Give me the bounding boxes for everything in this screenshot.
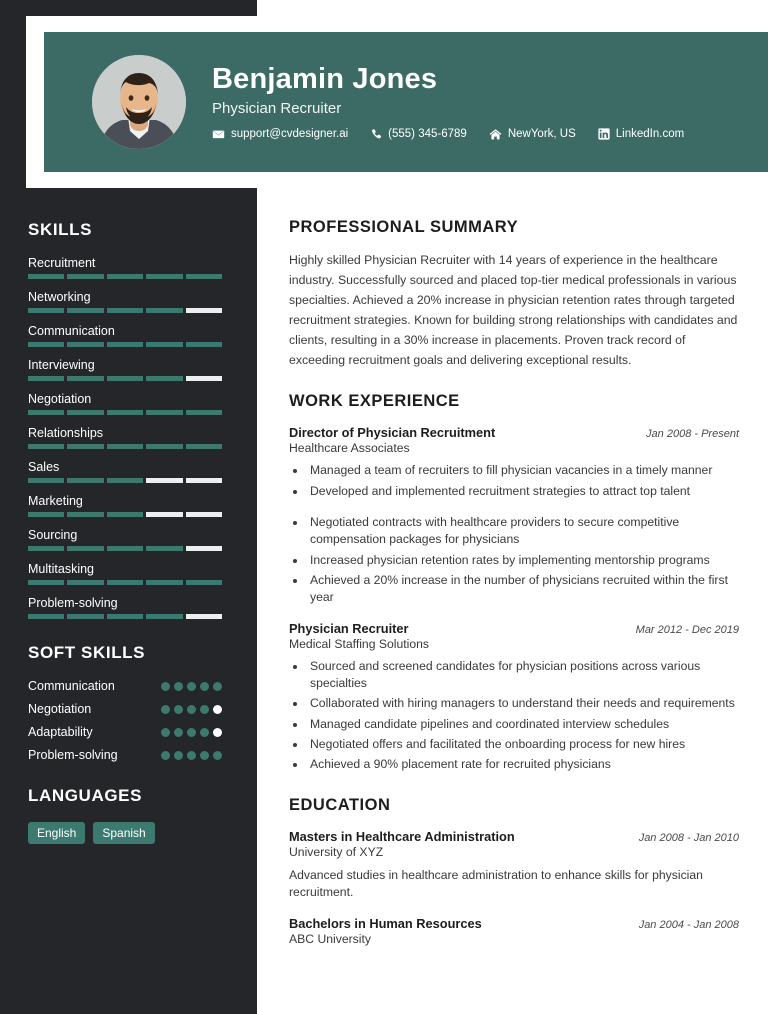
skill-row [28, 562, 229, 585]
skill-bar-segment [28, 342, 64, 347]
contact-email-text: support@cvdesigner.ai [231, 128, 349, 141]
education-entry-date: Jan 2004 - Jan 2008 [638, 919, 739, 932]
skill-bar-segment [186, 342, 222, 347]
contact-location-text: NewYork, US [507, 128, 576, 141]
skill-bar-segment [107, 512, 143, 517]
rating-dot [174, 705, 183, 714]
list-item: • Managed candidate pipelines and coordinated interview schedules [307, 716, 739, 733]
language-tag: English [28, 822, 85, 844]
soft-skills-list [28, 679, 229, 762]
rating-dot [213, 751, 222, 760]
education-entry [289, 829, 739, 902]
skill-label: Negotiation [28, 392, 92, 406]
skill-level-bar [28, 274, 222, 279]
skill-level-bar [28, 342, 222, 347]
skill-row [28, 426, 229, 449]
education-entry-date: Jan 2008 - Jan 2010 [638, 831, 739, 844]
rating-dot [213, 682, 222, 691]
skill-bar-segment [186, 410, 222, 415]
rating-dot [161, 728, 170, 737]
work-entry-organization: Healthcare Associates [289, 441, 410, 456]
education-entry-title: Masters in Healthcare Administration [289, 828, 515, 844]
contact-location[interactable] [489, 128, 576, 141]
skill-bar-segment [67, 614, 103, 619]
work-entry-date: Jan 2008 - Present [646, 428, 739, 441]
rating-dot [187, 751, 196, 760]
soft-skill-label: Problem-solving [28, 748, 118, 762]
education-heading: EDUCATION [289, 795, 391, 814]
skill-bar-segment [186, 580, 222, 585]
rating-dot [174, 682, 183, 691]
skill-level-bar [28, 580, 222, 585]
skill-bar-segment [146, 308, 182, 313]
education-entry-title: Bachelors in Human Resources [289, 916, 482, 932]
soft-skill-rating [161, 682, 222, 691]
work-entry-date: Mar 2012 - Dec 2019 [635, 623, 739, 636]
skill-bar-segment [107, 580, 143, 585]
skill-level-bar [28, 376, 222, 381]
list-item: • Achieved a 90% placement rate for recruited physicians [307, 756, 739, 773]
skill-bar-segment [186, 512, 222, 517]
skill-label: Multitasking [28, 562, 94, 576]
education-entry-description: Advanced studies in healthcare administration to enhance skills for physician recruitment. [289, 867, 703, 900]
skill-bar-segment [67, 546, 103, 551]
skill-bar-segment [28, 308, 64, 313]
sidebar [0, 196, 257, 844]
work-entry-organization: Medical Staffing Solutions [289, 636, 430, 651]
skill-label: Networking [28, 290, 91, 304]
work-entry-title: Physician Recruiter [289, 620, 409, 636]
skill-bar-segment [186, 546, 222, 551]
skill-label: Interviewing [28, 358, 95, 372]
skill-bar-segment [146, 614, 182, 619]
education-entry-header [289, 829, 739, 844]
contact-row [212, 128, 684, 141]
skill-bar-segment [67, 376, 103, 381]
list-item: • Managed a team of recruiters to fill physician vacancies in a timely manner [307, 462, 739, 479]
skill-bar-segment [146, 342, 182, 347]
skill-bar-segment [67, 478, 103, 483]
skill-bar-segment [28, 376, 64, 381]
skills-heading: SKILLS [28, 220, 93, 239]
work-entry-bullets [307, 462, 739, 500]
skill-level-bar [28, 444, 222, 449]
language-tag: Spanish [93, 822, 154, 844]
work-entry-header [289, 425, 739, 440]
skill-bar-segment [186, 478, 222, 483]
rating-dot [161, 751, 170, 760]
education-entry [289, 916, 739, 946]
skill-bar-segment [28, 614, 64, 619]
skill-row [28, 256, 229, 279]
contact-linkedin-text: LinkedIn.com [615, 128, 685, 141]
skill-label: Communication [28, 324, 115, 338]
skill-bar-segment [146, 274, 182, 279]
rating-dot [200, 682, 209, 691]
skill-bar-segment [186, 376, 222, 381]
skill-bar-segment [107, 376, 143, 381]
job-title: Physician Recruiter [212, 99, 342, 117]
rating-dot [187, 728, 196, 737]
skill-bar-segment [67, 308, 103, 313]
soft-skill-row [28, 702, 222, 716]
rating-dot [187, 682, 196, 691]
skill-bar-segment [67, 274, 103, 279]
rating-dot [213, 705, 222, 714]
list-item: • Negotiated offers and facilitated the onboarding process for new hires [307, 736, 739, 753]
work-experience-heading: WORK EXPERIENCE [289, 392, 460, 411]
work-entry-title: Director of Physician Recruitment [289, 425, 496, 441]
skill-bar-segment [67, 342, 103, 347]
skill-bar-segment [28, 274, 64, 279]
skill-bar-segment [186, 614, 222, 619]
work-entry [289, 621, 739, 774]
list-item: • Achieved a 20% increase in the number of physicians recruited within the first year [307, 572, 739, 607]
rating-dot [200, 751, 209, 760]
skill-bar-segment [186, 444, 222, 449]
home-icon [489, 128, 502, 141]
rating-dot [200, 728, 209, 737]
skill-bar-segment [107, 614, 143, 619]
skill-bar-segment [28, 478, 64, 483]
skill-bar-segment [28, 580, 64, 585]
contact-phone[interactable] [370, 128, 467, 141]
resume-header [44, 32, 768, 172]
education-entry-header [289, 916, 739, 931]
skill-row [28, 324, 229, 347]
rating-dot [187, 705, 196, 714]
list-item: • Developed and implemented recruitment strategies to attract top talent [307, 483, 739, 500]
skill-row [28, 290, 229, 313]
contact-linkedin[interactable] [598, 128, 684, 140]
soft-skill-label: Negotiation [28, 702, 92, 716]
skill-row [28, 528, 229, 551]
skill-bar-segment [67, 444, 103, 449]
header-text-block [212, 63, 684, 140]
soft-skill-row [28, 748, 222, 762]
skill-level-bar [28, 614, 222, 619]
soft-skills-heading: SOFT SKILLS [28, 643, 146, 662]
skill-bar-segment [107, 308, 143, 313]
skill-bar-segment [107, 410, 143, 415]
work-entry-bullets [307, 514, 739, 607]
soft-skill-rating [161, 728, 222, 737]
skill-bar-segment [28, 546, 64, 551]
soft-skill-rating [161, 705, 222, 714]
soft-skill-rating [161, 751, 222, 760]
skill-bar-segment [146, 410, 182, 415]
skill-label: Recruitment [28, 256, 96, 270]
page-title: Benjamin Jones [212, 63, 438, 96]
list-item: • Collaborated with hiring managers to understand their needs and requirements [307, 695, 739, 712]
skill-level-bar [28, 308, 222, 313]
skill-level-bar [28, 512, 222, 517]
skill-level-bar [28, 478, 222, 483]
soft-skill-row [28, 679, 222, 693]
avatar [92, 55, 186, 149]
work-experience-list [289, 425, 739, 773]
skill-bar-segment [146, 444, 182, 449]
skill-bar-segment [28, 512, 64, 517]
education-entry-organization: University of XYZ [289, 844, 384, 859]
skill-bar-segment [146, 478, 182, 483]
main-content [289, 196, 739, 950]
education-list [289, 829, 739, 946]
skill-bar-segment [67, 512, 103, 517]
skill-bar-segment [107, 444, 143, 449]
skill-level-bar [28, 410, 222, 415]
rating-dot [174, 728, 183, 737]
work-entry [289, 425, 739, 606]
skill-bar-segment [107, 478, 143, 483]
skill-bar-segment [146, 512, 182, 517]
skill-bar-segment [146, 376, 182, 381]
skill-bar-segment [28, 444, 64, 449]
list-item: • Negotiated contracts with healthcare providers to secure competitive compensation packages for physicians [307, 514, 739, 549]
skill-row [28, 596, 229, 619]
languages-heading: LANGUAGES [28, 786, 143, 805]
soft-skill-label: Adaptability [28, 725, 93, 739]
languages-list [28, 822, 229, 844]
skill-label: Problem-solving [28, 596, 118, 610]
rating-dot [174, 751, 183, 760]
rating-dot [200, 705, 209, 714]
phone-icon [370, 128, 382, 141]
skill-bar-segment [146, 580, 182, 585]
skill-bar-segment [28, 410, 64, 415]
rating-dot [161, 682, 170, 691]
skill-label: Marketing [28, 494, 83, 508]
skill-bar-segment [107, 546, 143, 551]
skill-row [28, 460, 229, 483]
soft-skill-row [28, 725, 222, 739]
skill-row [28, 358, 229, 381]
linkedin-icon [598, 128, 610, 140]
skill-bar-segment [146, 546, 182, 551]
work-entry-header [289, 621, 739, 636]
skill-label: Sales [28, 460, 60, 474]
soft-skill-label: Communication [28, 679, 115, 693]
skill-level-bar [28, 546, 222, 551]
skill-bar-segment [67, 410, 103, 415]
skill-bar-segment [186, 308, 222, 313]
envelope-icon [212, 128, 225, 141]
rating-dot [161, 705, 170, 714]
contact-phone-text: (555) 345-6789 [388, 128, 467, 141]
skill-bar-segment [107, 342, 143, 347]
skills-list [28, 256, 229, 619]
skill-bar-segment [107, 274, 143, 279]
skill-row [28, 392, 229, 415]
skill-label: Relationships [28, 426, 104, 440]
work-entry-bullets [307, 658, 739, 774]
skill-bar-segment [67, 580, 103, 585]
list-item: • Sourced and screened candidates for physician positions across various specialties [307, 658, 739, 693]
education-entry-organization: ABC University [289, 932, 371, 947]
skill-bar-segment [186, 274, 222, 279]
rating-dot [213, 728, 222, 737]
summary-text: Highly skilled Physician Recruiter with 14 years of experience in the healthcare industry. Successfully sourced and placed top-tier medical professionals in various specialties. Achieved a 20% increase in physician retention rates through targeted recruitment strategies. Known for building strong relationships with candidates and clients, resulting in a 30% increase in placements. Proven track record of exceeding recruitment goals and delivering exceptional results. [289, 253, 738, 367]
list-item: • Increased physician retention rates by implementing mentorship programs [307, 552, 739, 569]
contact-email[interactable] [212, 128, 348, 141]
skill-row [28, 494, 229, 517]
summary-heading: PROFESSIONAL SUMMARY [289, 218, 519, 236]
skill-label: Sourcing [28, 528, 78, 542]
